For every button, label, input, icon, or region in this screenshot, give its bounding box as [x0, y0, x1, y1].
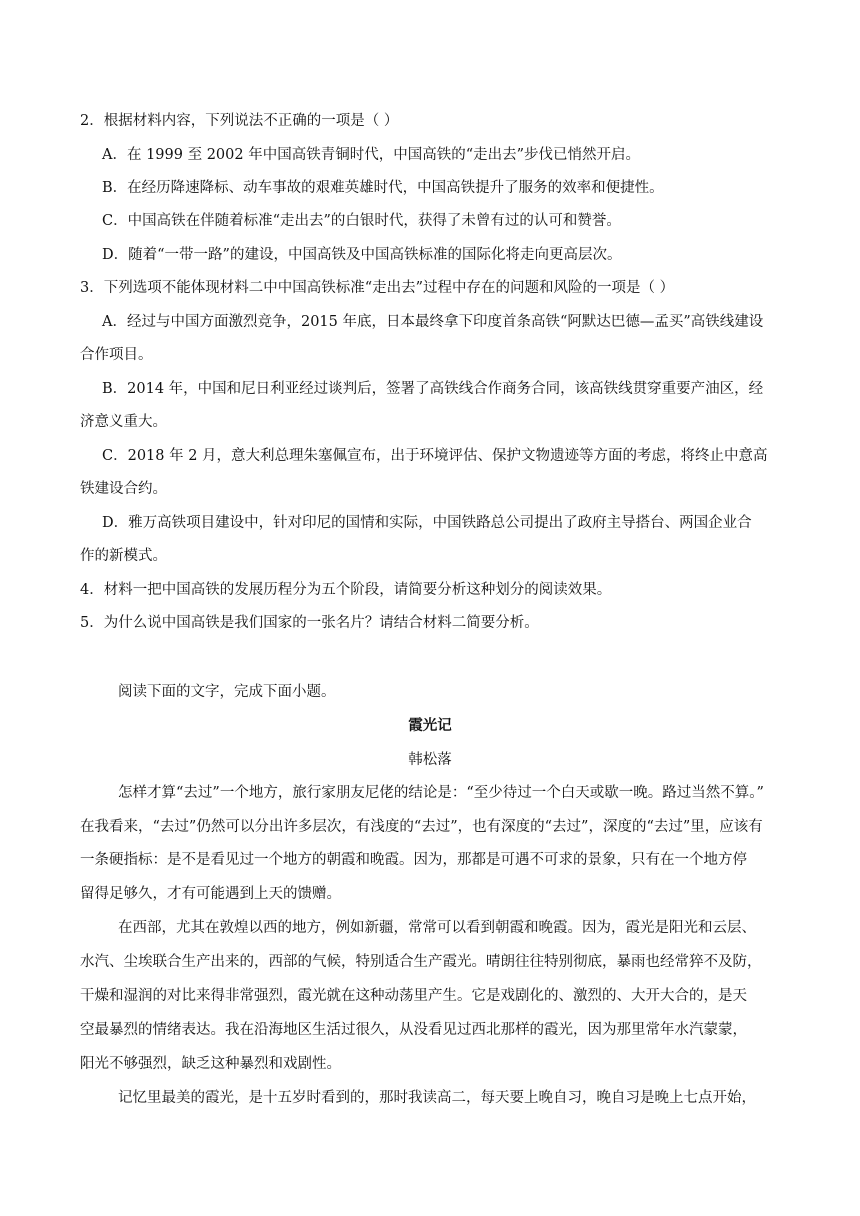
paragraph-2-line-4: 空最暴烈的情绪表达。我在沿海地区生活过很久，从没看见过西北那样的霞光，因为那里常年水汽蒙蒙， [80, 1022, 747, 1038]
paragraph-1-line-3: 一条硬指标：是不是看见过一个地方的朝霞和晚霞。因为，那都是可遇不可求的景象，只有在一个地方停 [80, 852, 747, 868]
paragraph-2-line-1: 在西部，尤其在敦煌以西的地方，例如新疆，常常可以看到朝霞和晚霞。因为，霞光是阳光和云层、 [118, 920, 756, 936]
question-3-option-d-line1: D．雅万高铁项目建设中，针对印尼的国情和实际，中国铁路总公司提出了政府主导搭台、两国企业合 [102, 515, 752, 531]
paragraph-2-line-2: 水汽、尘埃联合生产出来的，西部的气候，特别适合生产霞光。晴朗往往特别彻底，暴雨也经常猝不及防， [80, 954, 762, 970]
paragraph-1-line-4: 留得足够久，才有可能遇到上天的馈赠。 [80, 886, 341, 902]
article-author: 韩松落 [408, 752, 452, 768]
question-2-stem: 2．根据材料内容，下列说法不正确的一项是（ ） [80, 113, 399, 129]
question-3-option-d-line2: 作的新模式。 [80, 548, 167, 564]
paragraph-1-line-2: 在我看来，“去过”仍然可以分出许多层次，有浅度的“去过”，也有深度的“去过”，深度的“去过”里，应该有 [80, 819, 763, 835]
paragraph-2-line-5: 阳光不够强烈，缺乏这种暴烈和戏剧性。 [80, 1056, 341, 1072]
question-2-option-c: C．中国高铁在伴随着标准“走出去”的白银时代，获得了未曾有过的认可和赞誉。 [102, 213, 621, 229]
paragraph-2-line-3: 干燥和湿润的对比来得非常强烈，霞光就在这种动荡里产生。它是戏剧化的、激烈的、大开大合的，是天 [80, 988, 747, 1004]
question-3-stem: 3．下列选项不能体现材料二中中国高铁标准“走出去”过程中存在的问题和风险的一项是（ ） [80, 280, 675, 296]
question-2-option-d: D．随着“一带一路”的建设，中国高铁及中国高铁标准的国际化将走向更高层次。 [102, 247, 622, 263]
question-3-option-a-line2: 合作项目。 [80, 347, 153, 363]
question-4: 4．材料一把中国高铁的发展历程分为五个阶段，请简要分析这种划分的阅读效果。 [80, 582, 612, 598]
question-5: 5．为什么说中国高铁是我们国家的一张名片？请结合材料二简要分析。 [80, 615, 539, 631]
question-3-option-c-line2: 铁建设合约。 [80, 481, 167, 497]
reading-instruction: 阅读下面的文字，完成下面小题。 [118, 684, 336, 700]
question-3-option-c-line1: C．2018 年 2 月，意大利总理朱塞佩宣布，出于环境评估、保护文物遗迹等方面的考虑，将终止中意高 [102, 448, 768, 464]
article-title: 霞光记 [408, 717, 452, 734]
question-2-option-a: A．在 1999 至 2002 年中国高铁青铜时代，中国高铁的“走出去”步伐已悄然开启。 [102, 147, 641, 163]
question-2-option-b: B．在经历降速降标、动车事故的艰难英雄时代，中国高铁提升了服务的效率和便捷性。 [102, 180, 664, 196]
question-3-option-b-line2: 济意义重大。 [80, 414, 167, 430]
question-3-option-a-line1: A．经过与中国方面激烈竞争，2015 年底，日本最终拿下印度首条高铁“阿默达巴德—孟买”高铁线建设 [102, 314, 764, 330]
paragraph-3-line-1: 记忆里最美的霞光，是十五岁时看到的，那时我读高二，每天要上晚自习，晚自习是晚上七点开始， [118, 1090, 756, 1106]
paragraph-1-line-1: 怎样才算“去过”一个地方，旅行家朋友尼佬的结论是：“至少待过一个白天或歇一晚。路过当然不算。” [118, 785, 764, 801]
question-3-option-b-line1: B．2014 年，中国和尼日利亚经过谈判后，签署了高铁线合作商务合同，该高铁线贯穿重要产油区，经 [102, 381, 764, 397]
